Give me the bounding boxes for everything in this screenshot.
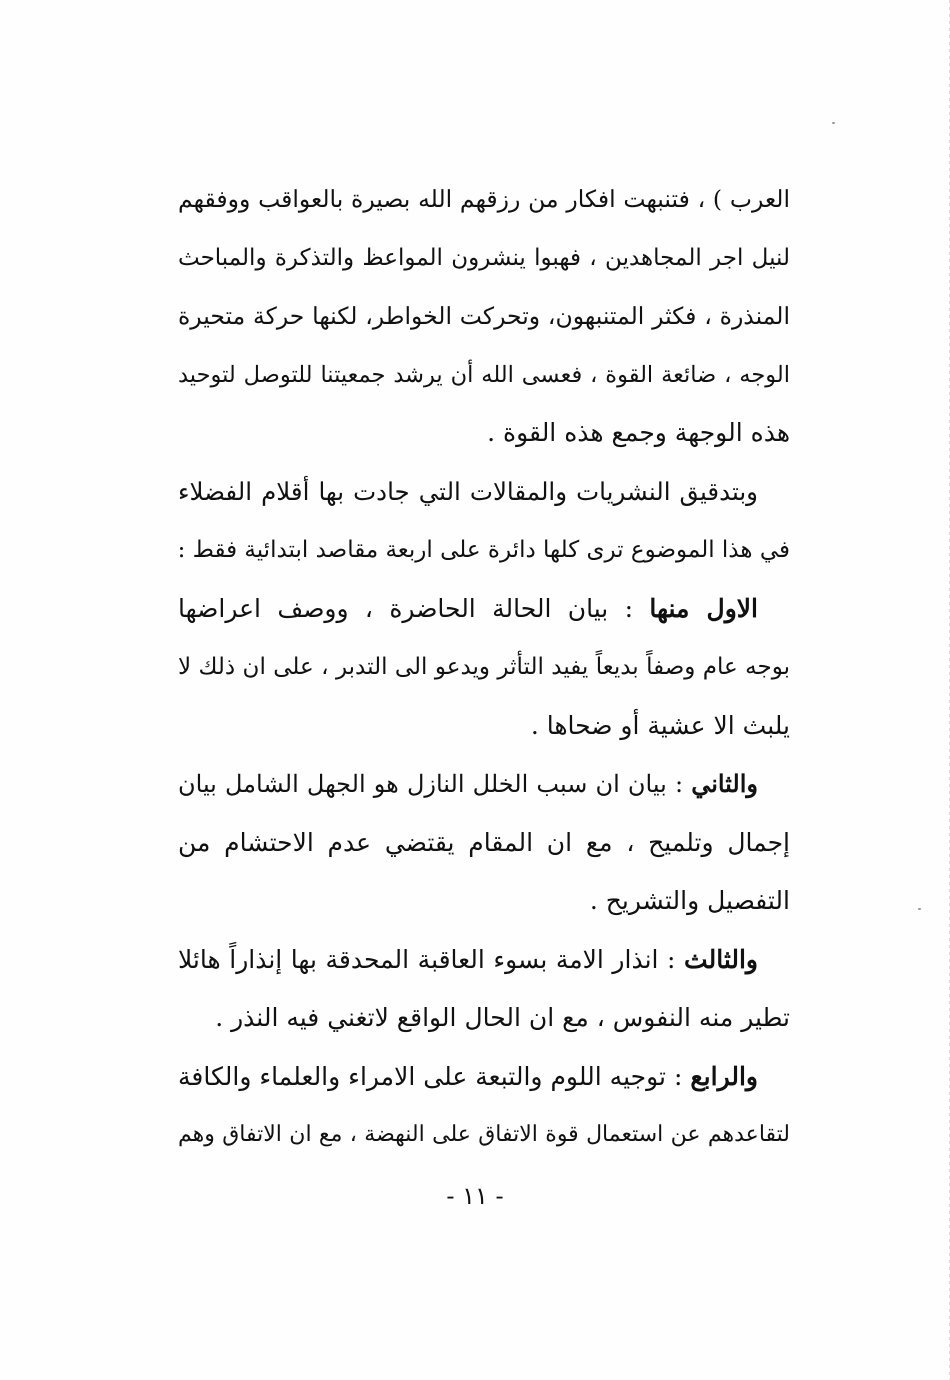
text-line: هذه الوجهة وجمع هذه القوة .: [487, 418, 790, 447]
paragraph-first-line: [178, 580, 790, 639]
body-text: [178, 170, 790, 1165]
paragraph-lead: الاول منها: [649, 593, 758, 623]
scan-speck: [832, 122, 835, 124]
paragraph-lead: والرابع: [690, 1061, 758, 1091]
text-line: وبتدقيق النشريات والمقالات التي جادت بها أقلام الفضلاء: [178, 476, 758, 506]
text-line: بوجه عام وصفاً بديعاً يفيد التأثر ويدعو الى التدبر ، على ان ذلك لا: [178, 654, 790, 680]
text-line: لتقاعدهم عن استعمال قوة الاتفاق على النهضة ، مع ان الاتفاق وهم: [178, 1122, 790, 1147]
paragraph-lead: والثالث: [684, 944, 758, 974]
paragraph-first-line: [178, 931, 790, 990]
text-line: في هذا الموضوع ترى كلها دائرة على اربعة مقاصد ابتدائية فقط :: [178, 537, 790, 563]
text-line: المنذرة ، فكثر المتنبهون، وتحركت الخواطر، لكنها حركة متحيرة: [178, 302, 790, 330]
page-number: - ١١ -: [446, 1182, 504, 1210]
text-run: : انذار الامة بسوء العاقبة المحدقة بها إنذاراً هائلا: [178, 944, 685, 974]
text-line: يلبث الا عشية أو ضحاها .: [530, 710, 790, 740]
text-line: التفصيل والتشريح .: [589, 886, 790, 915]
scan-speck: [918, 908, 921, 910]
text-line: تطير منه النفوس ، مع ان الحال الواقع لاتغني فيه النذر .: [215, 1003, 790, 1032]
text-run: : بيان الحالة الحاضرة ، ووصف اعراضها: [178, 593, 650, 623]
paragraph-first-line: [178, 1048, 790, 1107]
text-run: : بيان ان سبب الخلل النازل هو الجهل الشامل بيان: [178, 770, 692, 798]
text-run: : توجيه اللوم والتبعة على الامراء والعلماء والكافة: [178, 1061, 691, 1091]
text-line: إجمال وتلميح ، مع ان المقام يقتضي عدم الاحتشام من: [178, 827, 790, 857]
text-line: الوجه ، ضائعة القوة ، فعسى الله أن يرشد جمعيتنا للتوصل لتوحيد: [178, 361, 790, 388]
paragraph-lead: والثاني: [691, 769, 758, 798]
text-line: لنيل اجر المجاهدين ، فهبوا ينشرون المواعظ والتذكرة والمباحث: [178, 244, 790, 271]
paragraph-first-line: [178, 755, 790, 814]
text-line: العرب ) ، فتنبهت افكار من رزقهم الله بصيرة بالعواقب ووفقهم: [178, 185, 790, 213]
